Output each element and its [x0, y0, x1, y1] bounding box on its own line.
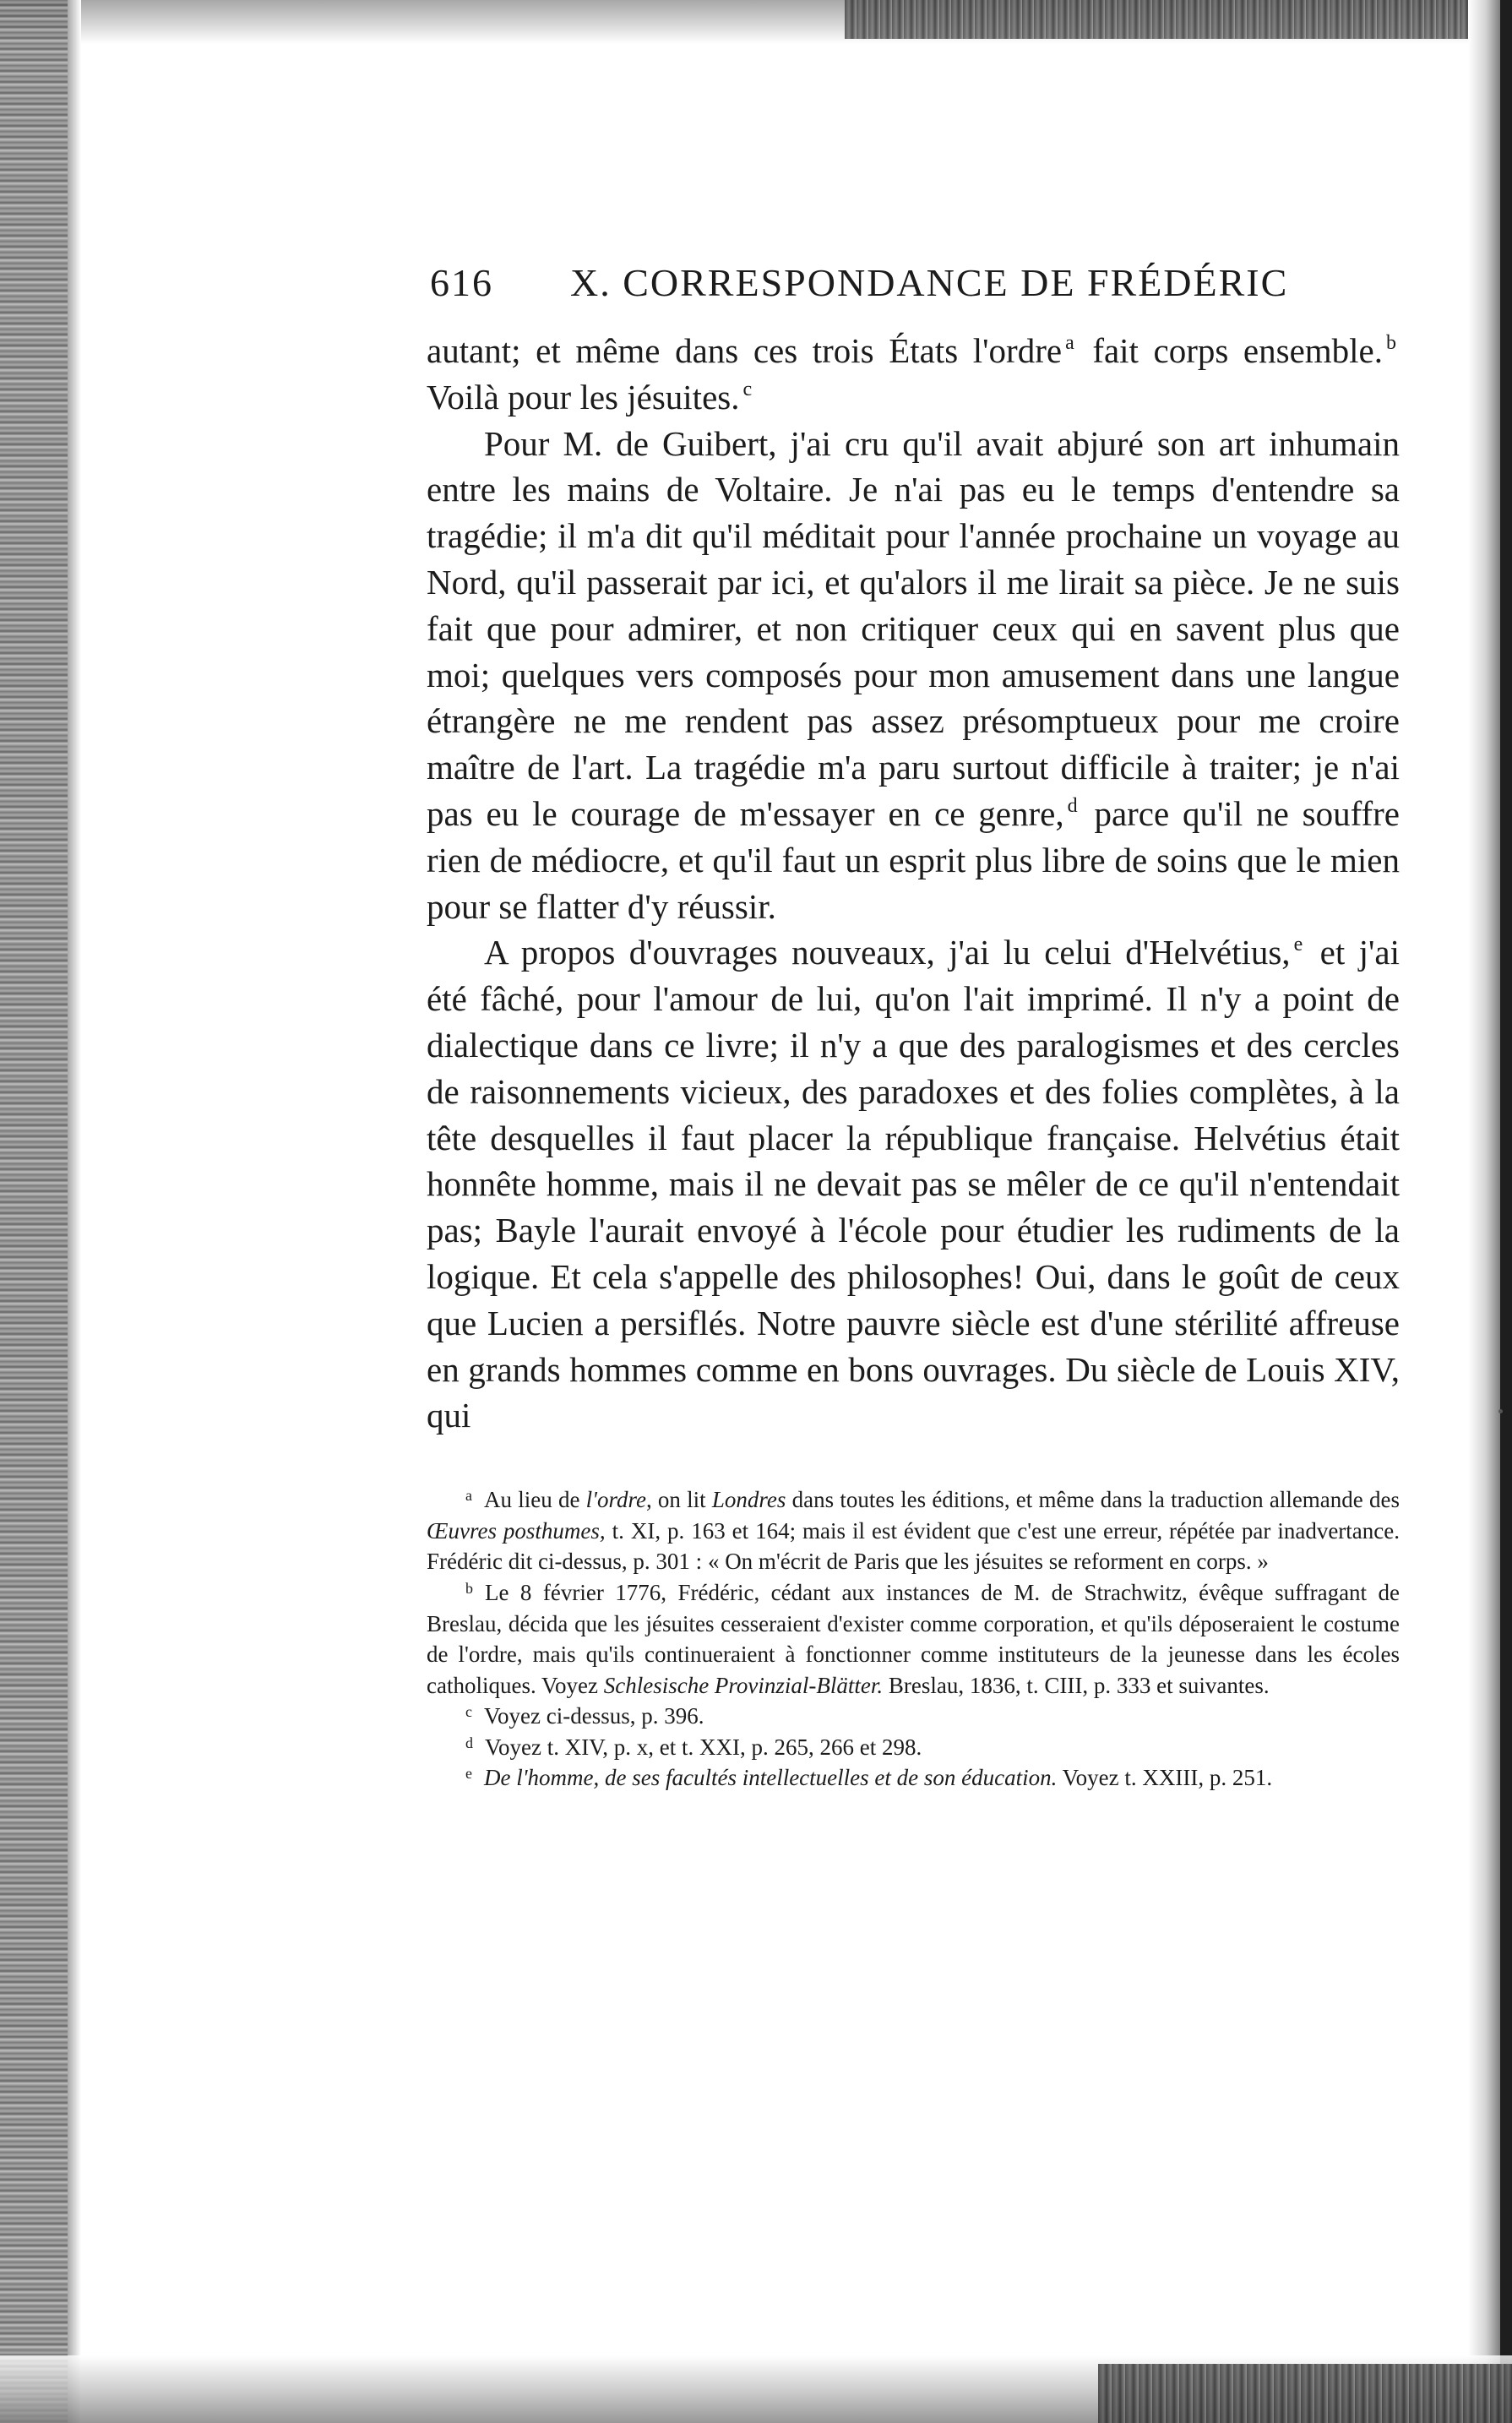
footnote-d-text-1: Voyez t. XIV, p. x, et t. XXI, p. 265, 266 et 298. — [485, 1734, 922, 1760]
footnote-ref-a: a — [1065, 332, 1074, 354]
footnotes — [427, 1484, 1400, 1794]
footnote-e-text-1: Voyez t. XXIII, p. 251. — [1062, 1765, 1273, 1791]
footnote-a — [427, 1484, 1400, 1577]
footnote-b-italic-1: Schlesische Provinzial-Blätter. — [603, 1672, 884, 1698]
paragraph-1-text-2: fait corps ensemble. — [1092, 331, 1383, 370]
footnote-ref-c: c — [742, 378, 753, 400]
paragraph-3-text-2: et j'ai été fâché, pour l'amour de lui, qu'on l'ait imprimé. Il n'y a point de dialectique dans ce livre; il n'y a que des paralogismes et des cercles de raisonnements vicieux, des paradoxes et des folies complètes, à la tête desquelles il faut placer la république française. Helvétius était honnête homme, mais il ne devait pas se mêler de ce qu'il n'entendait pas; Bayle l'aurait envoyé à l'école pour étudier les rudiments de la logique. Et cela s'appelle des philosophes! Oui, dans le goût de ceux que Lucien a persiflés. Notre pauvre siècle est d'une stérilité affreuse en grands hommes comme en bons ouvrages. Du siècle de Louis XIV, qui — [427, 933, 1401, 1435]
paragraph-1-text-1: autant; et même dans ces trois États l'ordre — [427, 331, 1063, 370]
footnote-a-italic-3: Œuvres posthumes, — [427, 1517, 606, 1544]
footnote-d — [427, 1732, 1400, 1763]
running-head — [427, 253, 1400, 313]
footnote-b-text-2: Breslau, 1836, t. CIII, p. 333 et suivantes. — [888, 1672, 1270, 1698]
footnote-c-text-1: Voyez ci-dessus, p. 396. — [484, 1703, 704, 1729]
paragraph-2-text-2: parce qu'il ne souffre rien de médiocre, et qu'il faut un esprit plus libre de soins que le mien pour se flatter d'y réussir. — [427, 793, 1400, 926]
footnote-c — [427, 1701, 1400, 1732]
paragraph-2 — [427, 421, 1400, 930]
footnote-e-italic-1: De l'homme, de ses facultés intellectuelles et de son éducation. — [484, 1765, 1058, 1791]
footnote-a-italic-1: l'ordre — [585, 1487, 646, 1513]
main-text — [427, 328, 1400, 1439]
footnote-a-italic-2: Londres — [711, 1487, 786, 1513]
footnote-b — [427, 1577, 1400, 1701]
footnote-a-text-3: dans toutes les éditions, et même dans la traduction allemande des — [791, 1487, 1400, 1513]
footnote-c-mark: c — [465, 1703, 472, 1721]
paragraph-3 — [427, 929, 1400, 1439]
book-page — [427, 253, 1400, 1794]
footnote-ref-b: b — [1386, 332, 1396, 354]
footnote-ref-d: d — [1067, 794, 1078, 817]
scan-left-gradient — [68, 0, 81, 2423]
footnote-e — [427, 1762, 1400, 1794]
paragraph-2-text-1: Pour M. de Guibert, j'ai cru qu'il avait abjuré son art inhumain entre les mains de Voltaire. Je n'ai pas eu le temps d'entendre sa tragédie; il m'a dit qu'il méditait pour l'année prochaine un voyage au Nord, qu'il passerait par ici, et qu'alors il me lirait sa pièce. Je ne suis fait que pour admirer, et non critiquer ceux qui en savent plus que moi; quelques vers composés pour mon amusement dans une langue étrangère ne me rendent pas assez présomptueux pour me croire maître de l'art. La tragédie m'a paru surtout difficile à traiter; je n'ai pas eu le courage de m'essayer en ce genre, — [427, 423, 1400, 833]
paragraph-1-text-3: Voilà pour les jésuites. — [427, 377, 740, 417]
scan-right-edge — [1500, 0, 1512, 2423]
footnote-ref-e: e — [1293, 934, 1303, 956]
scan-left-binding — [0, 0, 68, 2423]
paragraph-3-text-1: A propos d'ouvrages nouveaux, j'ai lu celui d'Helvétius, — [484, 933, 1291, 972]
footnote-b-text-1: Le 8 février 1776, Frédéric, cédant aux instances de M. de Strachwitz, évêque suffragant de Breslau, décida que les jésuites cesseraient d'exister comme corporation, et qu'ils déposeraient le costume de l'ordre, mais qu'ils continueraient à fonctionner comme instituteurs de la jeunesse dans les écoles catholiques. Voyez — [427, 1579, 1400, 1698]
footnote-a-text-1: Au lieu de — [484, 1487, 580, 1513]
footnote-a-text-2: , on lit — [645, 1487, 706, 1513]
footnote-a-text-4: t. XI, p. 163 et 164; mais il est évident que c'est une erreur, répétée par inadvertance. Frédéric dit ci-dessus, p. 301 : « On m'écrit de Paris que les jésuites se reforment en corps. » — [427, 1517, 1400, 1575]
paragraph-1 — [427, 328, 1400, 421]
scan-top-artifact — [845, 0, 1512, 39]
page-number: 616 — [430, 261, 493, 304]
footnote-e-mark: e — [465, 1765, 472, 1783]
scan-speck — [1498, 1409, 1503, 1413]
footnote-d-mark: d — [465, 1734, 473, 1751]
footnote-b-mark: b — [465, 1579, 473, 1597]
scan-bottom-artifact — [1098, 2364, 1512, 2423]
footnote-a-mark: a — [465, 1487, 472, 1505]
running-title: X. CORRESPONDANCE DE FRÉDÉRIC — [570, 261, 1289, 304]
